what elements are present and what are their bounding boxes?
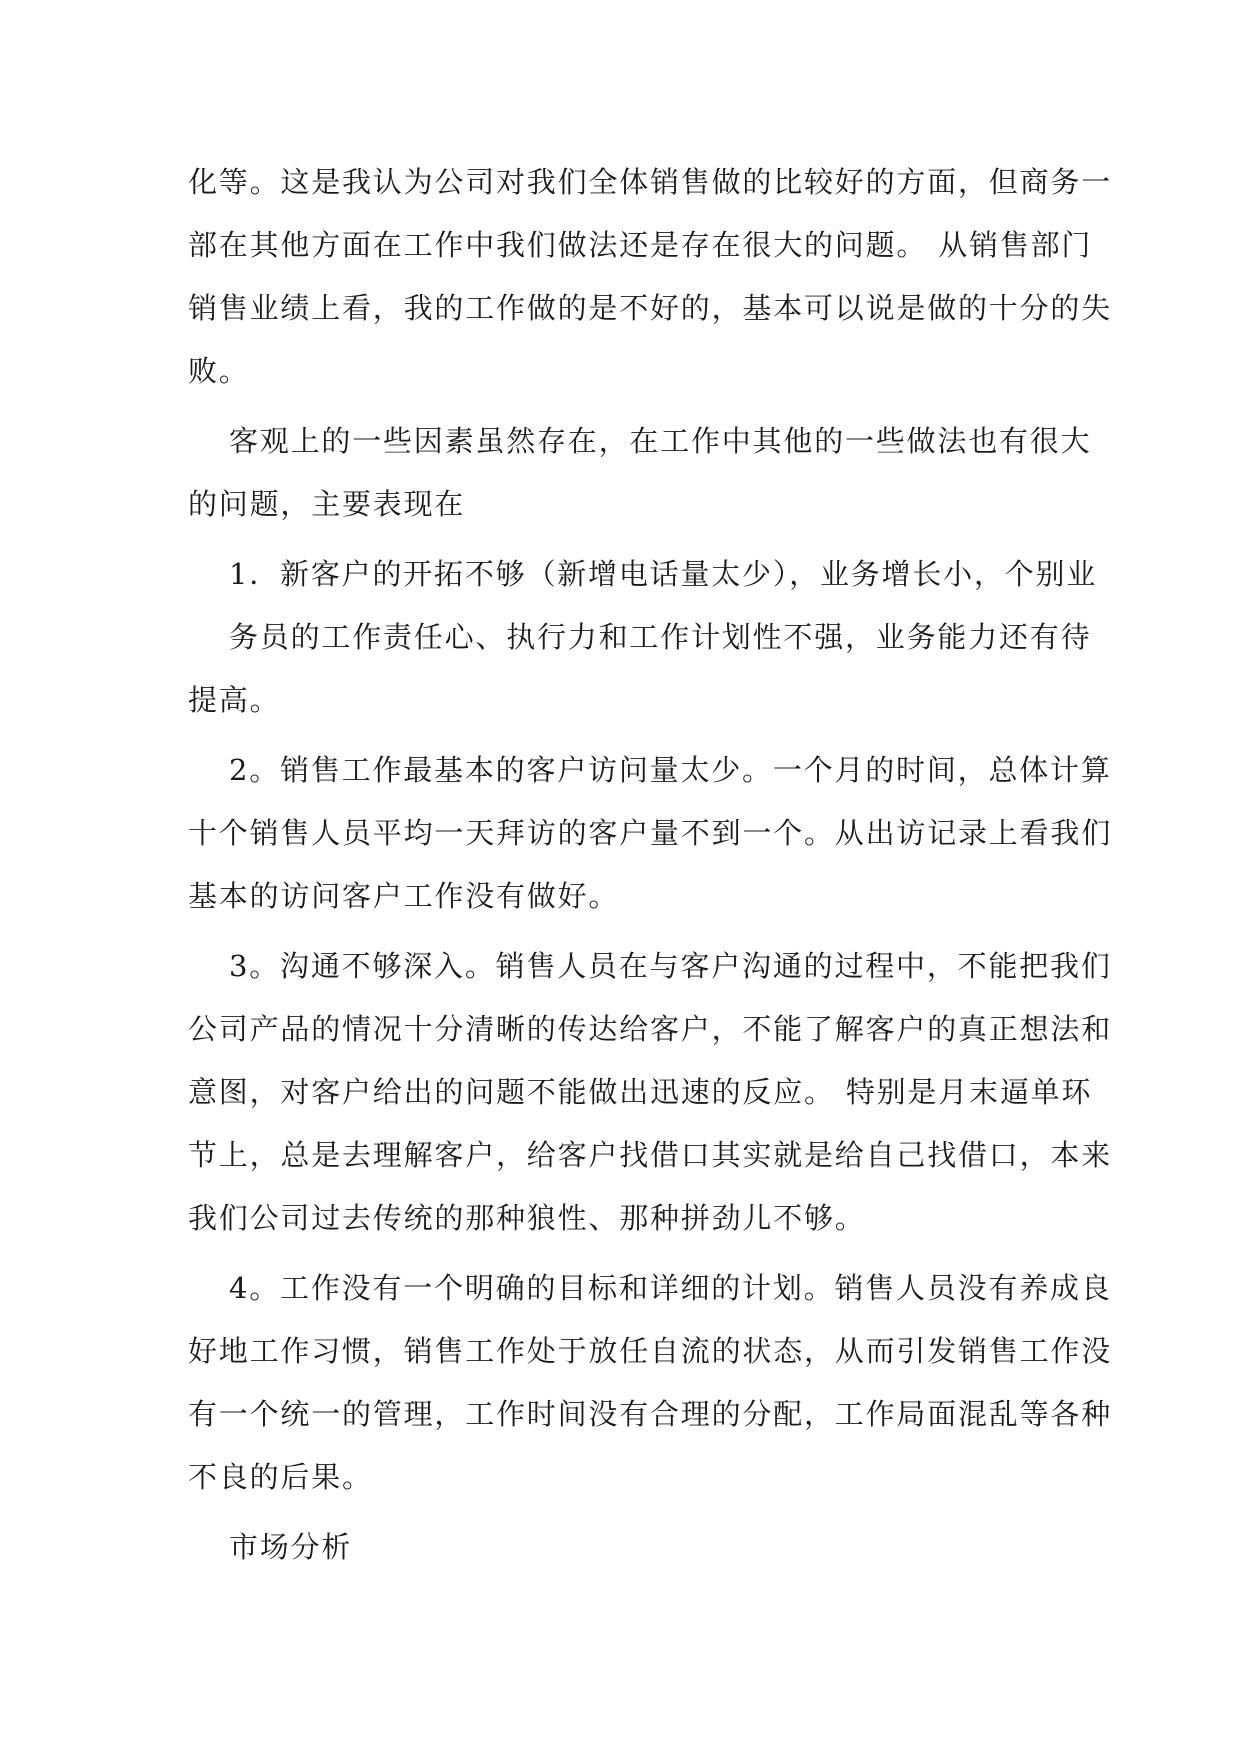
paragraph-line: 的问题，主要表现在 (188, 487, 466, 521)
paragraph-line: 部在其他方面在工作中我们做法还是存在很大的问题。 从销售部门 (188, 228, 1093, 262)
list-item-line: 务员的工作责任心、执行力和工作计划性不强，业务能力还有待 (229, 620, 1092, 654)
list-item-line: 好地工作习惯，销售工作处于放任自流的状态，从而引发销售工作没 (188, 1334, 1113, 1368)
list-item-line: 4。工作没有一个明确的目标和详细的计划。销售人员没有养成良 (229, 1271, 1112, 1305)
list-item-line: 我们公司过去传统的那种狼性、那种拼劲儿不够。 (188, 1201, 866, 1235)
list-item-line: 公司产品的情况十分清晰的传达给客户，不能了解客户的真正想法和 (188, 1012, 1113, 1046)
list-item-line: 提高。 (188, 683, 281, 717)
paragraph-line: 化等。这是我认为公司对我们全体销售做的比较好的方面，但商务一 (188, 165, 1113, 199)
section-heading: 市场分析 (229, 1530, 353, 1564)
paragraph-line: 客观上的一些因素虽然存在，在工作中其他的一些做法也有很大 (229, 424, 1092, 458)
list-item-line: 不良的后果。 (188, 1460, 373, 1494)
list-item-line: 3。沟通不够深入。销售人员在与客户沟通的过程中，不能把我们 (229, 949, 1112, 983)
paragraph-line: 败。 (188, 354, 250, 388)
list-item-line: 节上，总是去理解客户，给客户找借口其实就是给自己找借口，本来 (188, 1138, 1113, 1172)
list-item-line: 有一个统一的管理，工作时间没有合理的分配，工作局面混乱等各种 (188, 1397, 1113, 1431)
list-item-line: 基本的访问客户工作没有做好。 (188, 879, 620, 913)
paragraph-line: 销售业绩上看，我的工作做的是不好的，基本可以说是做的十分的失 (188, 291, 1113, 325)
list-item-line: 2。销售工作最基本的客户访问量太少。一个月的时间，总体计算 (229, 753, 1112, 787)
list-item-line: 十个销售人员平均一天拜访的客户量不到一个。从出访记录上看我们 (188, 816, 1113, 850)
list-item-line: 1．新客户的开拓不够（新增电话量太少），业务增长小，个别业 (229, 557, 1098, 591)
list-item-line: 意图，对客户给出的问题不能做出迅速的反应。 特别是月末逼单环 (188, 1075, 1093, 1109)
